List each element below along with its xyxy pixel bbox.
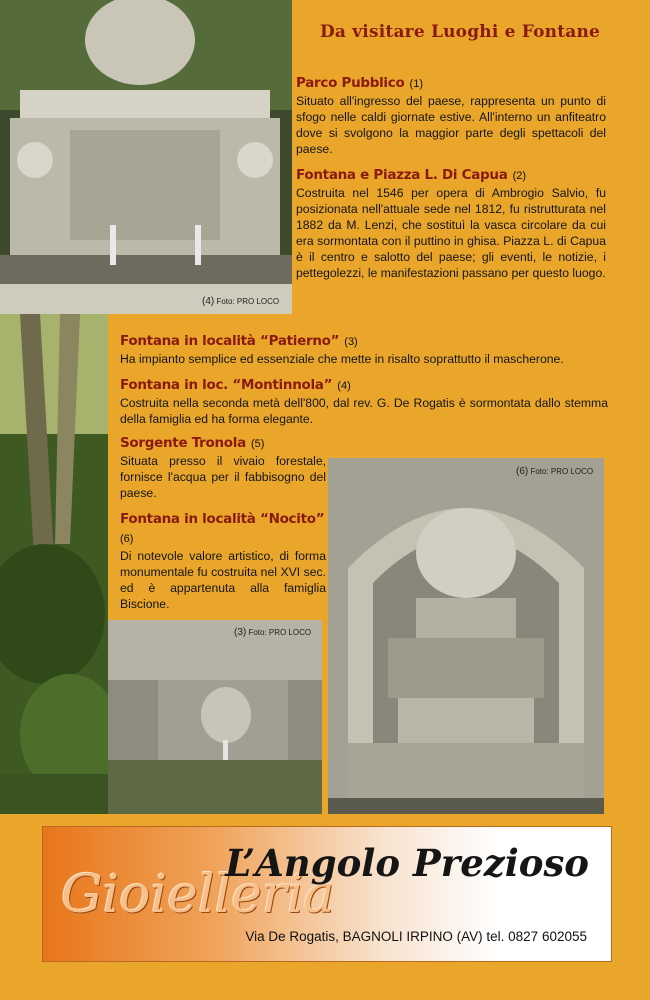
entry-title: Fontana in località “Nocito” [120, 511, 325, 527]
entry-title: Parco Pubblico [296, 75, 405, 91]
entry-text: Costruita nel 1546 per opera di Ambrogio Salvio, fu posizionata nell'attuale sede nel 1812, fu ristrutturata nel 1882 da M. Lenzi, che sostituì la vasca circolare da cui era sormontata con il puttino in ghisa. Piazza L. di Capua è il centro e salotto del paese; gli eventi, le notizie, i pettegolezzi, le manifestazioni passano per questo luogo. [296, 186, 606, 280]
photo-fountain-montinnola [0, 0, 292, 314]
photo-credit: (4) Foto: PRO LOCO [202, 296, 280, 307]
entry-tronola [120, 432, 326, 501]
jewelry-advertisement [42, 826, 612, 962]
photo-credit: (3) Foto: PRO LOCO [234, 627, 312, 638]
entry-number: (1) [409, 78, 423, 90]
entry-number: (6) [120, 533, 134, 545]
entry-number: (2) [512, 170, 527, 182]
entry-fontana-piazza [296, 164, 606, 281]
entry-nocito [120, 508, 326, 612]
entry-text: Ha impianto semplice ed essenziale che mette in risalto soprattutto il mascherone. [120, 352, 564, 366]
photo-fountain-patierno [108, 620, 322, 814]
page-title: Da visitare Luoghi e Fontane [319, 22, 601, 42]
entry-text: Situata presso il vivaio forestale, fornisce l'acqua per il fabbisogno del paese. [120, 454, 326, 500]
entry-text: Situato all'ingresso del paese, rappresenta un punto di sfogo nelle caldi giornate estive. All'interno un anfiteatro dove si svolgono la maggior parte degli spettacoli del paese. [296, 94, 606, 156]
entry-montinnola [120, 374, 608, 427]
entry-number: (3) [344, 336, 358, 348]
entry-title: Fontana in località “Patierno” [120, 333, 340, 349]
entry-number: (4) [337, 380, 351, 392]
entry-title: Fontana in loc. “Montinnola” [120, 377, 333, 393]
ad-script-text: Gioielleria [61, 865, 335, 925]
photo-forest [0, 314, 108, 814]
ad-title: L’Angolo Prezioso [225, 841, 589, 885]
entry-number: (5) [250, 438, 265, 450]
entry-title: Sorgente Tronola [120, 435, 246, 451]
entry-title: Fontana e Piazza L. Di Capua [296, 167, 508, 183]
photo-fountain-nocito [328, 458, 604, 814]
entry-patierno [120, 330, 608, 367]
ad-address: Via De Rogatis, BAGNOLI IRPINO (AV) tel. 0827 602055 [245, 929, 587, 944]
entry-parco-pubblico [296, 72, 606, 157]
entry-text: Di notevole valore artistico, di forma monumentale fu costruita nel XVI sec. ed è appartenuta alla famiglia Biscione. [120, 549, 326, 611]
entry-text: Costruita nella seconda metà dell'800, dal rev. G. De Rogatis è sormontata dallo stemma della famiglia ed ha forma elegante. [120, 396, 608, 426]
photo-credit: (6) Foto: PRO LOCO [516, 466, 594, 477]
